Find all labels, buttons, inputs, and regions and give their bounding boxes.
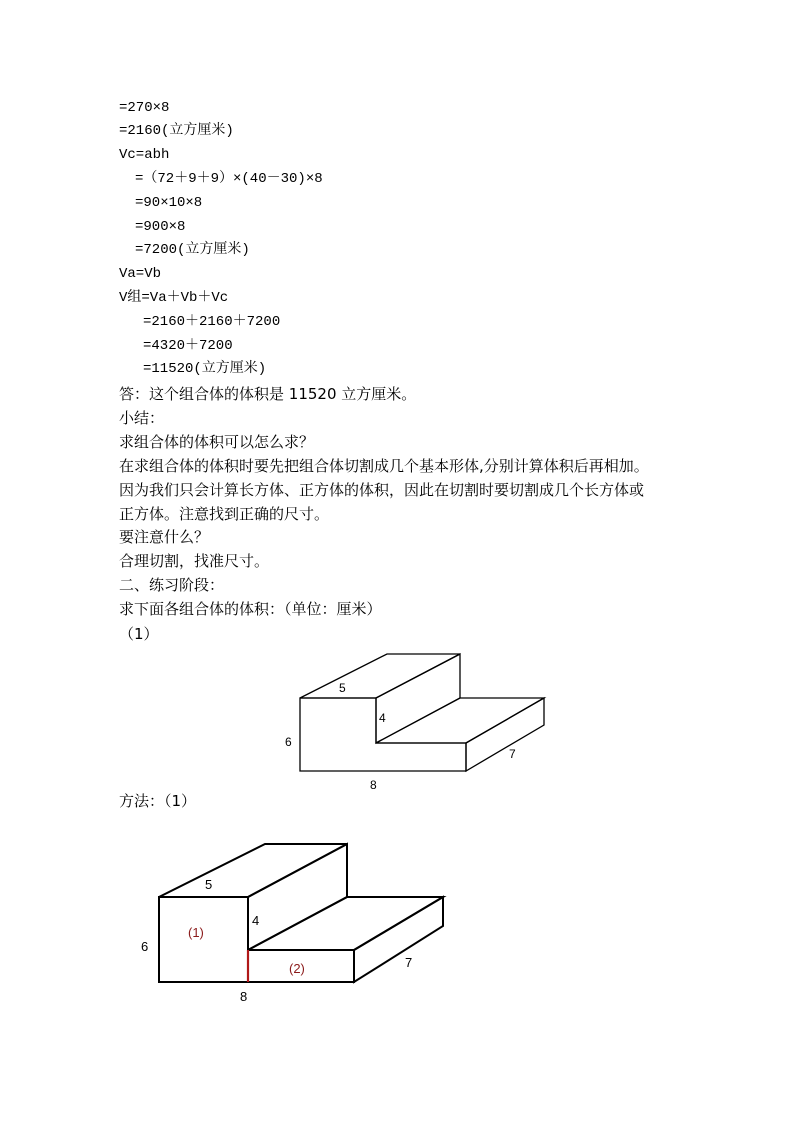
question-text: 要注意什么？ (119, 528, 210, 546)
dim-label-5: 5 (339, 681, 346, 695)
calc-line: =900×8 (135, 219, 186, 235)
top-face-low (376, 698, 544, 743)
item-label: （1） (119, 625, 159, 643)
side-face (466, 698, 544, 771)
answer-text: 合理切割，找准尺寸。 (119, 552, 270, 570)
answer-text: 答：这个组合体的体积是 11520 立方厘米。 (119, 385, 417, 403)
dim-label-6: 6 (285, 735, 292, 749)
part-label-1: (1) (188, 925, 204, 940)
dim-label-8: 8 (370, 778, 377, 792)
side-face (354, 897, 443, 982)
calc-line: =（72＋9＋9）×(40－30)×8 (135, 171, 323, 187)
front-face (300, 698, 466, 771)
dim-label-5: 5 (205, 877, 213, 892)
top-face-low (248, 897, 443, 950)
top-face-tall (159, 844, 347, 897)
calc-line: =11520(立方厘米) (143, 361, 267, 377)
task-text: 求下面各组合体的体积：（单位：厘米） (119, 600, 382, 618)
dim-label-7: 7 (405, 955, 413, 970)
summary-title: 小结： (119, 409, 165, 427)
dim-label-8: 8 (240, 989, 248, 1004)
dim-label-6: 6 (141, 939, 149, 954)
riser-face (376, 654, 460, 743)
calc-line: =270×8 (119, 100, 170, 116)
riser-face (248, 844, 347, 950)
calc-line: =2160＋2160＋7200 (143, 314, 281, 330)
dim-label-4: 4 (379, 711, 386, 725)
top-face-tall (300, 654, 460, 698)
calc-line: =4320＋7200 (143, 338, 233, 354)
part-label-2: (2) (289, 961, 305, 976)
calc-line: Va=Vb (119, 266, 162, 282)
calc-line: =7200(立方厘米) (135, 242, 250, 258)
calc-line: V组=Va＋Vb＋Vc (119, 290, 229, 306)
section-heading: 二、练习阶段： (119, 576, 225, 594)
calc-line: =90×10×8 (135, 195, 203, 211)
paragraph: 在求组合体的体积时要先把组合体切割成几个基本形体,分别计算体积后再相加。 (119, 457, 649, 475)
paragraph: 正方体。注意找到正确的尺寸。 (119, 505, 330, 523)
dim-label-7: 7 (509, 747, 516, 761)
calc-line: Vc=abh (119, 147, 170, 163)
question-text: 求组合体的体积可以怎么求？ (119, 433, 315, 451)
method-label: 方法：（1） (119, 792, 197, 810)
paragraph: 因为我们只会计算长方体、正方体的体积，因此在切割时要切割成几个长方体或 (119, 481, 645, 499)
calc-line: =2160(立方厘米) (119, 123, 234, 139)
dim-label-4: 4 (252, 913, 260, 928)
